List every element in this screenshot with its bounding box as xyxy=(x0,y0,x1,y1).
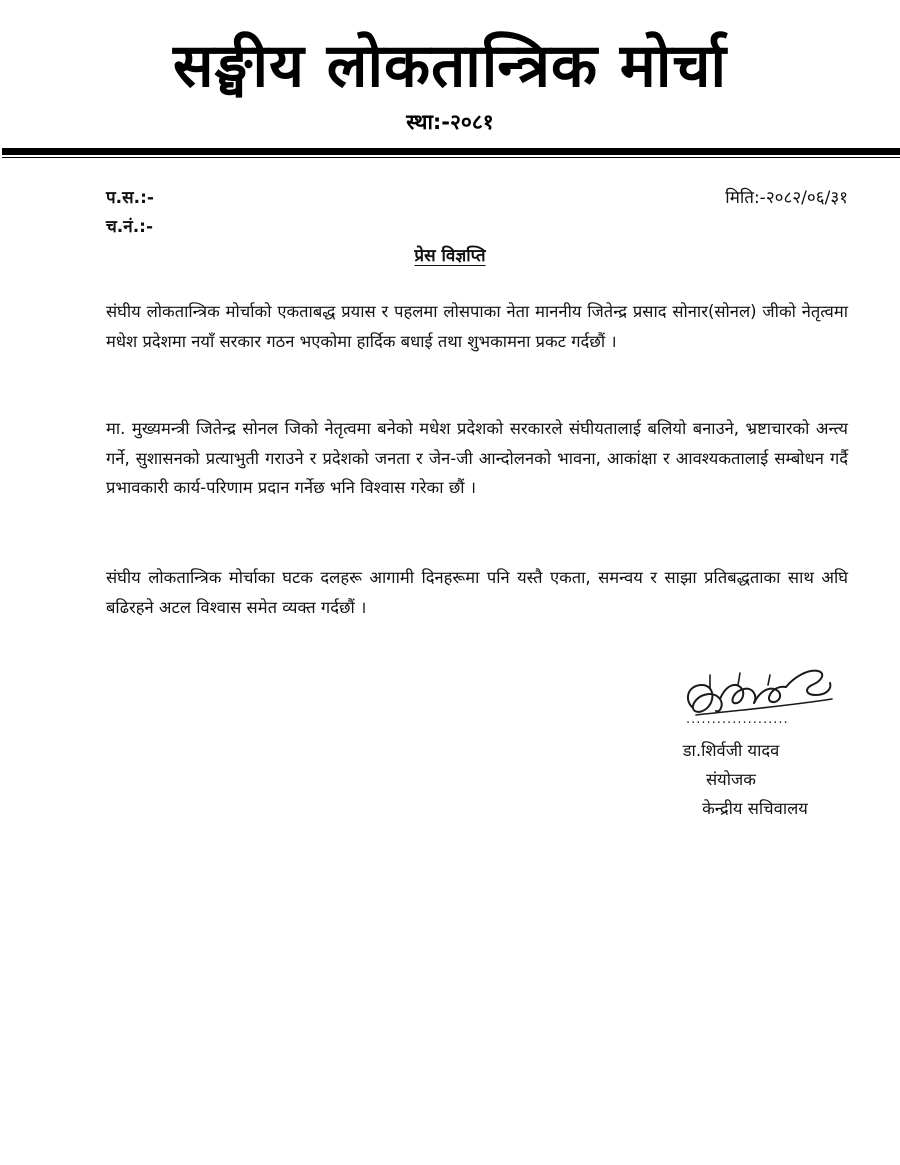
header-rule-thick xyxy=(2,148,900,155)
paragraph-1: संघीय लोकतान्त्रिक मोर्चाको एकताबद्ध प्रयास र पहलमा लोसपाका नेता माननीय जितेन्द्र प्रसाद सोनार(सोनल) जीको नेतृत्वमा मधेश प्रदेशमा नयाँ सरकार गठन भएकोमा हार्दिक बधाई तथा शुभकामना प्रकट गर्दछौं । xyxy=(106,302,848,351)
organization-title: सङ्घीय लोकतान्त्रिक मोर्चा xyxy=(173,31,727,101)
cn-label: च.नं.:- xyxy=(106,217,153,237)
reference-ps xyxy=(106,186,154,210)
established-year: स्था:-२०८१ xyxy=(406,110,494,134)
document-date: मिति:-२०८२/०६/३१ xyxy=(725,188,848,208)
document-heading xyxy=(0,243,900,269)
signatory-name: डा.शिर्वजी यादव xyxy=(682,741,780,760)
signatory-role: संयोजक xyxy=(706,770,756,789)
signature-line: .................... xyxy=(686,712,789,727)
reference-cn xyxy=(106,215,153,239)
header-rule-thin xyxy=(2,157,900,158)
ps-label: प.स.:- xyxy=(106,188,154,208)
paragraph-3: संघीय लोकतान्त्रिक मोर्चाका घटक दलहरू आगामी दिनहरूमा पनि यस्तै एकता, समन्वय र साझा प्रतिबद्धताका साथ अघि बढिरहने अटल विश्वास समेत व्यक्त गर्दछौं । xyxy=(106,568,848,617)
signatory-office: केन्द्रीय सचिवालय xyxy=(702,799,808,818)
heading-text: प्रेस विज्ञप्ति xyxy=(414,246,486,266)
paragraph-2: मा. मुख्यमन्त्री जितेन्द्र सोनल जिको नेतृत्वमा बनेको मधेश प्रदेशको सरकारले संघीयतालाई बलियो बनाउने, भ्रष्टाचारको अन्त्य गर्ने, सुशासनको प्रत्याभुती गराउने र प्रदेशको जनता र जेन-जी आन्दोलनको भावना, आकांक्षा र आवश्यकतालाई सम्बोधन गर्दै प्रभावकारी कार्य-परिणाम प्रदान गर्नेछ भनि विश्वास गरेका छौं । xyxy=(106,419,848,497)
